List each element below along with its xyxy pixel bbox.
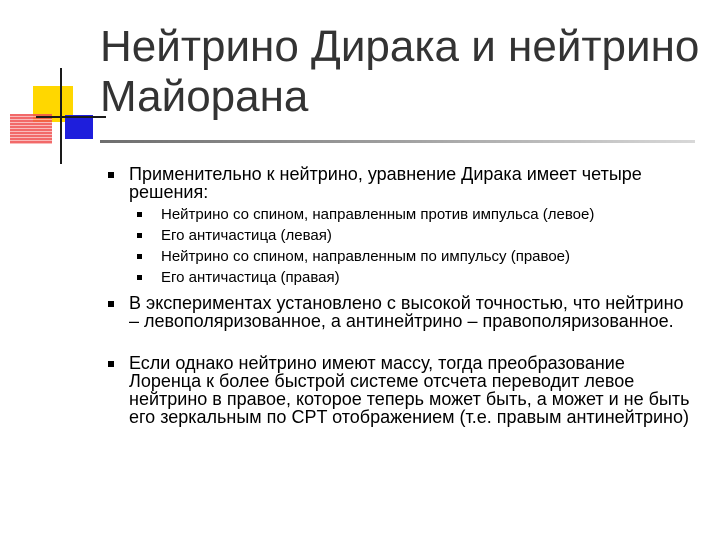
sub-bullet-text: Нейтрино со спином, направленным по импульсу (правое)	[161, 248, 571, 265]
bullet-square-icon	[137, 254, 142, 259]
bullet-item	[129, 294, 697, 330]
decor-red-square	[10, 114, 52, 144]
decorative-graphic	[0, 0, 110, 170]
bullet-square-icon	[108, 172, 114, 178]
bullet-text: Применительно к нейтрино, уравнение Дирака имеет четыре решения:	[129, 164, 642, 202]
sub-bullet-text: Его античастица (правая)	[161, 269, 340, 286]
bullet-item	[129, 354, 697, 426]
bullet-square-icon	[137, 233, 142, 238]
title-line-1: Нейтрино Дирака и нейтрино	[100, 22, 700, 71]
decor-blue-square	[65, 115, 93, 139]
sub-bullet-item	[161, 206, 701, 224]
sub-bullet-text: Нейтрино со спином, направленным против импульса (левое)	[161, 206, 595, 223]
bullet-square-icon	[137, 212, 142, 217]
sub-bullet-text: Его античастица (левая)	[161, 227, 332, 244]
bullet-square-icon	[108, 361, 114, 367]
bullet-text: В экспериментах установлено с высокой точностью, что нейтрино – левополяризованное, а антинейтрино – правополяризованное.	[129, 293, 684, 331]
bullet-item	[129, 165, 697, 201]
sub-bullet-item	[161, 269, 701, 287]
sub-bullet-item	[161, 227, 701, 245]
bullet-square-icon	[137, 275, 142, 280]
decor-horizontal-line	[36, 116, 106, 118]
title-divider	[100, 140, 695, 143]
bullet-text: Если однако нейтрино имеют массу, тогда преобразование Лоренца к более быстрой системе отсчета переводит левое нейтрино в правое, которое теперь может быть, а может и не быть его зеркальным по CPT отображением (т.е. правым антинейтрино)	[129, 353, 690, 427]
slide-title	[100, 22, 710, 122]
sub-bullet-item	[161, 248, 701, 266]
title-line-2: Майорана	[100, 72, 309, 121]
bullet-square-icon	[108, 301, 114, 307]
